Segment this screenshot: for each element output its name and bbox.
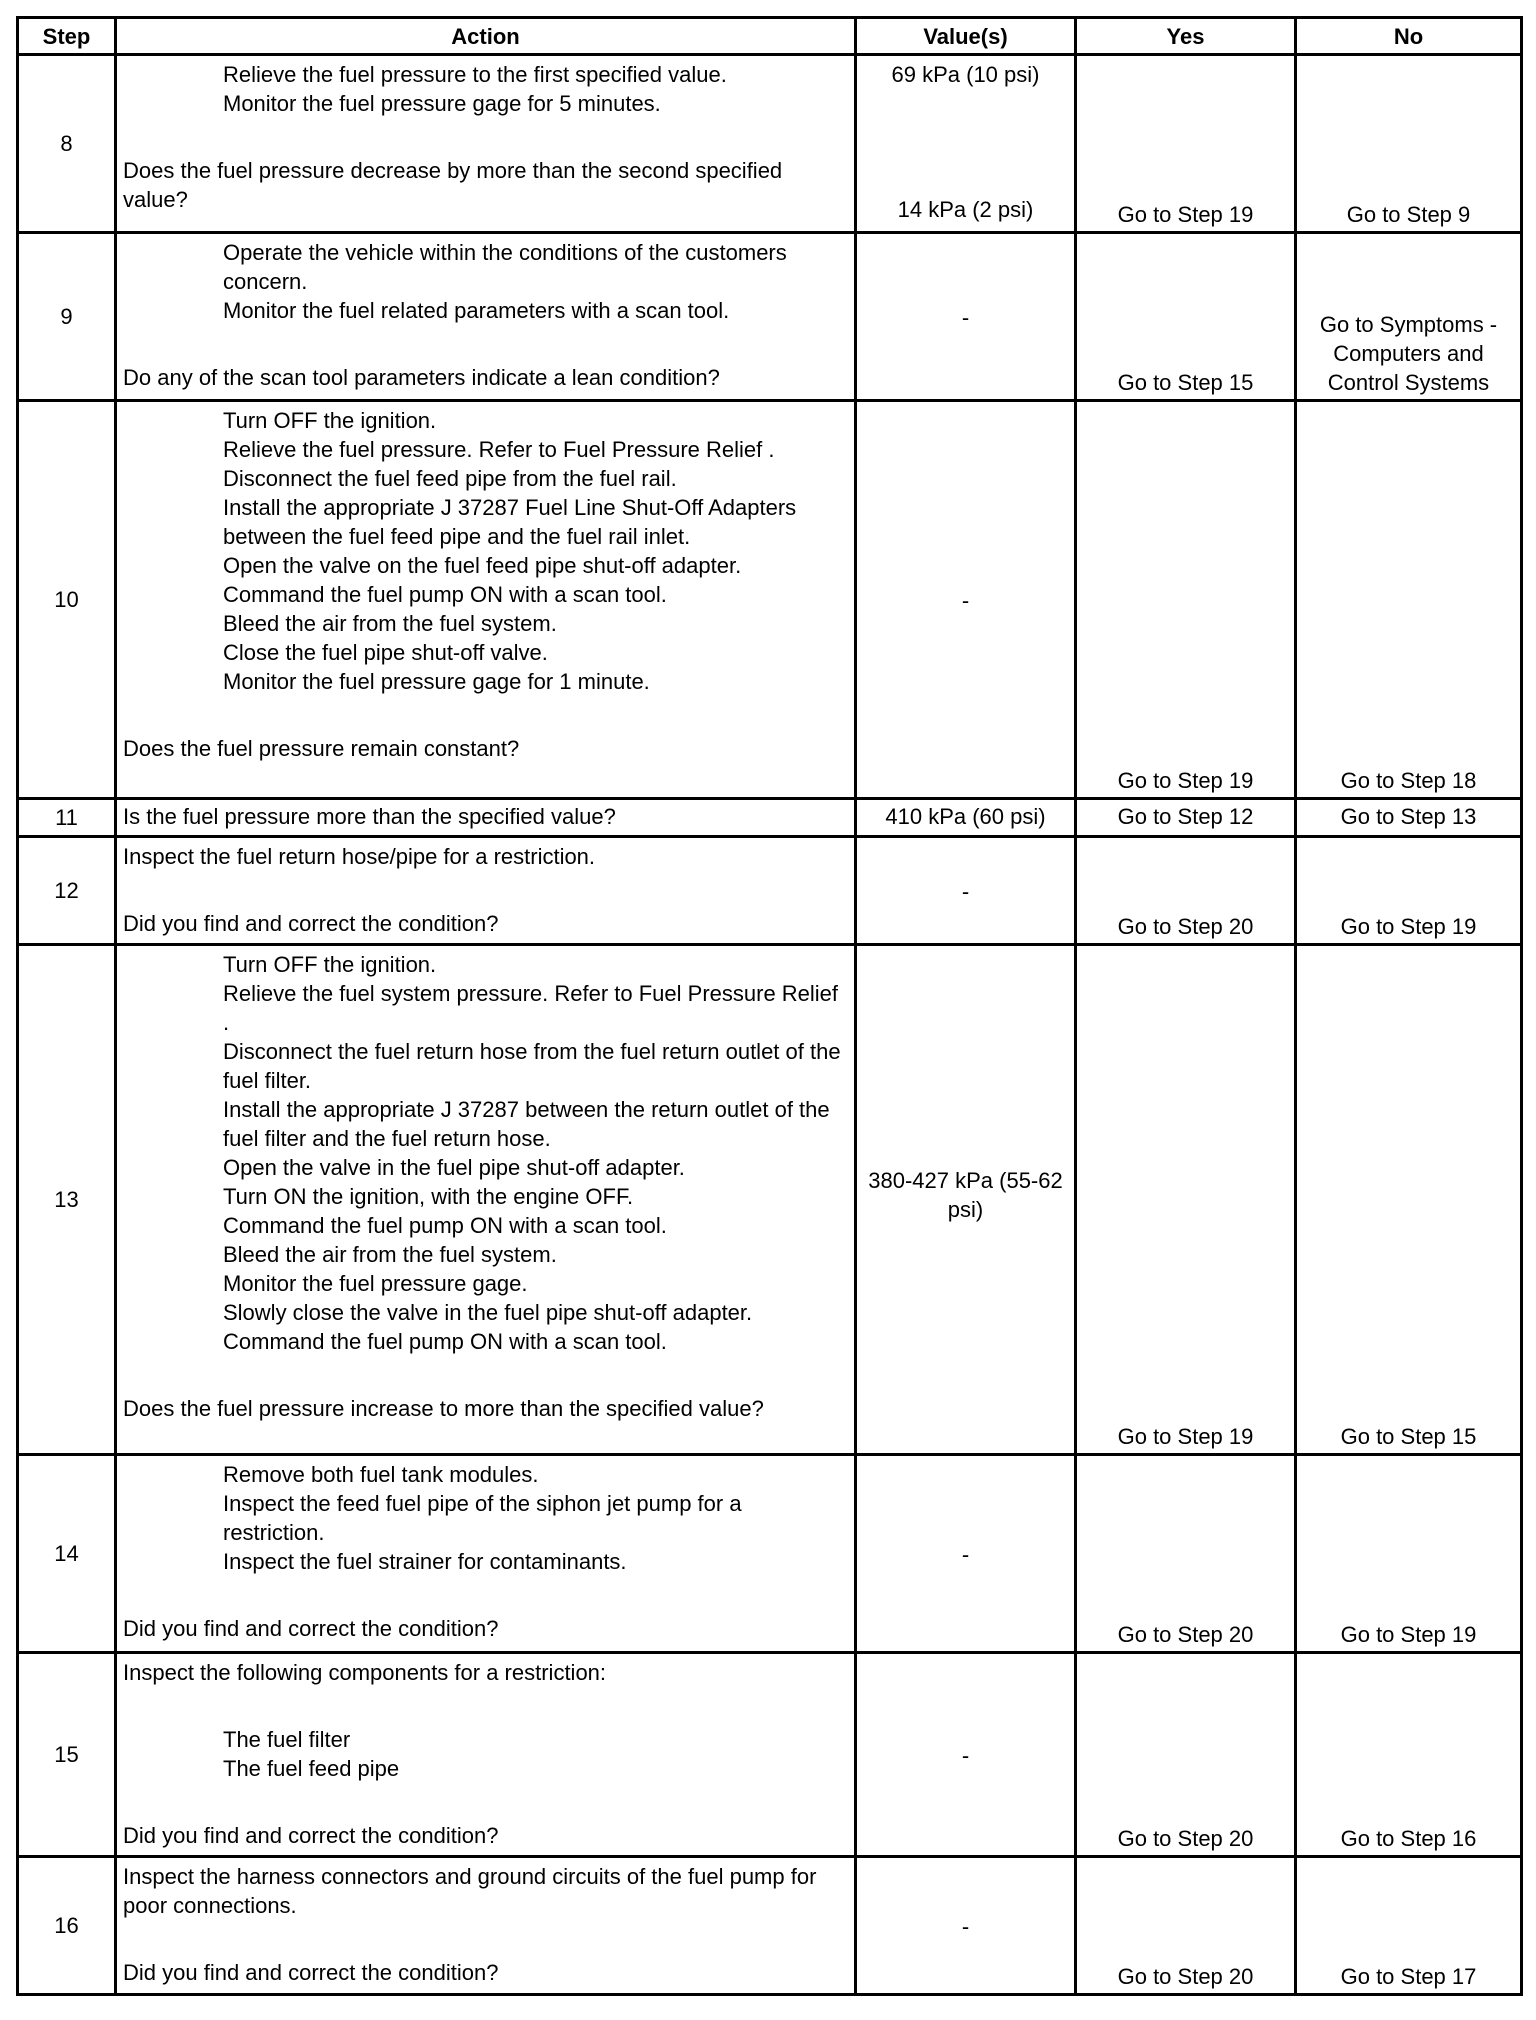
action-question: Is the fuel pressure more than the specified value? [116, 799, 856, 837]
yes-cell: Go to Step 15 [1076, 233, 1296, 401]
action-substep: Command the fuel pump ON with a scan tool. [223, 1329, 667, 1354]
yes-cell: Go to Step 20 [1076, 1653, 1296, 1857]
action-substep: Inspect the fuel strainer for contaminants. [223, 1549, 627, 1574]
table-row [18, 1857, 1522, 1995]
header-step: Step [18, 18, 116, 55]
action-substep: Command the fuel pump ON with a scan tool. [223, 582, 667, 607]
yes-cell: Go to Step 19 [1076, 401, 1296, 799]
value-second: 14 kPa (2 psi) [897, 197, 1034, 222]
yes-cell: Go to Step 20 [1076, 1857, 1296, 1995]
value-cell: - [856, 1653, 1076, 1857]
action-substep: Install the appropriate J 37287 Fuel Line Shut-Off Adapters between the fuel feed pipe and the fuel rail inlet. [223, 495, 797, 549]
no-cell: Go to Step 16 [1296, 1653, 1522, 1857]
action-cell [116, 1653, 856, 1857]
step-number: 13 [18, 945, 116, 1455]
no-cell: Go to Step 13 [1296, 799, 1522, 837]
action-intro: Inspect the harness connectors and ground circuits of the fuel pump for poor connections. [123, 1864, 817, 1918]
table-row [18, 799, 1522, 837]
action-cell [116, 1857, 856, 1995]
step-number: 10 [18, 401, 116, 799]
action-cell [116, 401, 856, 799]
action-substep: Turn OFF the ignition. [223, 408, 437, 433]
action-substep: Open the valve in the fuel pipe shut-off adapter. [223, 1155, 685, 1180]
no-cell: Go to Step 18 [1296, 401, 1522, 799]
action-cell [116, 233, 856, 401]
yes-cell: Go to Step 19 [1076, 945, 1296, 1455]
action-question: Did you find and correct the condition? [123, 1823, 499, 1848]
step-number: 11 [18, 799, 116, 837]
action-intro: Inspect the fuel return hose/pipe for a restriction. [123, 844, 596, 869]
diagnostic-page [16, 16, 1520, 1996]
yes-cell: Go to Step 20 [1076, 1455, 1296, 1653]
table-row [18, 945, 1522, 1455]
action-substep: The fuel feed pipe [223, 1756, 400, 1781]
action-substep: Install the appropriate J 37287 between the return outlet of the fuel filter and the fuel return hose. [223, 1097, 830, 1151]
value-cell: 410 kPa (60 psi) [856, 799, 1076, 837]
no-cell: Go to Step 9 [1296, 55, 1522, 233]
step-number: 14 [18, 1455, 116, 1653]
action-cell [116, 55, 856, 233]
table-row [18, 55, 1522, 233]
action-substep: Bleed the air from the fuel system. [223, 611, 557, 636]
no-cell: Go to Step 19 [1296, 1455, 1522, 1653]
table-row [18, 1653, 1522, 1857]
header-action: Action [116, 18, 856, 55]
value-cell: - [856, 1455, 1076, 1653]
step-number: 12 [18, 837, 116, 945]
action-substep: Close the fuel pipe shut-off valve. [223, 640, 548, 665]
no-cell: Go to Step 19 [1296, 837, 1522, 945]
yes-cell: Go to Step 12 [1076, 799, 1296, 837]
action-substep: Command the fuel pump ON with a scan tool. [223, 1213, 667, 1238]
table-row [18, 401, 1522, 799]
header-yes: Yes [1076, 18, 1296, 55]
no-cell: Go to Step 15 [1296, 945, 1522, 1455]
action-substep: Monitor the fuel pressure gage for 1 minute. [223, 669, 650, 694]
action-intro: Inspect the following components for a restriction: [123, 1660, 607, 1685]
value-cell: - [856, 1857, 1076, 1995]
table-row [18, 1455, 1522, 1653]
action-substep: Bleed the air from the fuel system. [223, 1242, 557, 1267]
table-row [18, 233, 1522, 401]
action-substep: The fuel filter [223, 1727, 351, 1752]
action-question: Did you find and correct the condition? [123, 1616, 499, 1641]
action-question: Did you find and correct the condition? [123, 1960, 499, 1985]
table-row [18, 837, 1522, 945]
yes-cell: Go to Step 19 [1076, 55, 1296, 233]
action-substep: Operate the vehicle within the conditions of the customers concern. [223, 240, 787, 294]
step-number: 8 [18, 55, 116, 233]
action-substep: Monitor the fuel related parameters with a scan tool. [223, 298, 730, 323]
action-question: Do any of the scan tool parameters indicate a lean condition? [123, 365, 720, 390]
action-substep: Disconnect the fuel return hose from the fuel return outlet of the fuel filter. [223, 1039, 841, 1093]
action-substep: Inspect the feed fuel pipe of the siphon jet pump for a restriction. [223, 1491, 742, 1545]
table-header-row [18, 18, 1522, 55]
action-cell [116, 945, 856, 1455]
action-substep: Open the valve on the fuel feed pipe shut-off adapter. [223, 553, 742, 578]
value-cell: - [856, 233, 1076, 401]
action-substep: Slowly close the valve in the fuel pipe shut-off adapter. [223, 1300, 753, 1325]
value-cell: 380-427 kPa (55-62 psi) [856, 945, 1076, 1455]
step-number: 9 [18, 233, 116, 401]
action-substep: Turn OFF the ignition. [223, 952, 437, 977]
header-no: No [1296, 18, 1522, 55]
action-cell [116, 837, 856, 945]
step-number: 16 [18, 1857, 116, 1995]
value-cell: - [856, 401, 1076, 799]
action-substep: Monitor the fuel pressure gage for 5 minutes. [223, 91, 661, 116]
action-question: Does the fuel pressure decrease by more than the second specified value? [123, 158, 783, 212]
action-substep: Disconnect the fuel feed pipe from the fuel rail. [223, 466, 677, 491]
yes-cell: Go to Step 20 [1076, 837, 1296, 945]
value-cell [856, 55, 1076, 233]
value-cell: - [856, 837, 1076, 945]
action-substep: Relieve the fuel pressure to the first specified value. [223, 62, 727, 87]
header-values: Value(s) [856, 18, 1076, 55]
action-substep: Relieve the fuel pressure. Refer to Fuel Pressure Relief . [223, 437, 775, 462]
diagnostic-table [16, 16, 1523, 1996]
action-question: Does the fuel pressure remain constant? [123, 736, 520, 761]
action-cell [116, 1455, 856, 1653]
value-first: 69 kPa (10 psi) [891, 62, 1040, 87]
step-number: 15 [18, 1653, 116, 1857]
no-cell: Go to Step 17 [1296, 1857, 1522, 1995]
action-substep: Relieve the fuel system pressure. Refer to Fuel Pressure Relief . [223, 981, 839, 1035]
action-substep: Monitor the fuel pressure gage. [223, 1271, 528, 1296]
action-question: Does the fuel pressure increase to more than the specified value? [123, 1396, 764, 1421]
action-substep: Remove both fuel tank modules. [223, 1462, 539, 1487]
action-substep: Turn ON the ignition, with the engine OFF. [223, 1184, 634, 1209]
no-cell: Go to Symptoms - Computers and Control Systems [1296, 233, 1522, 401]
action-question: Did you find and correct the condition? [123, 911, 499, 936]
